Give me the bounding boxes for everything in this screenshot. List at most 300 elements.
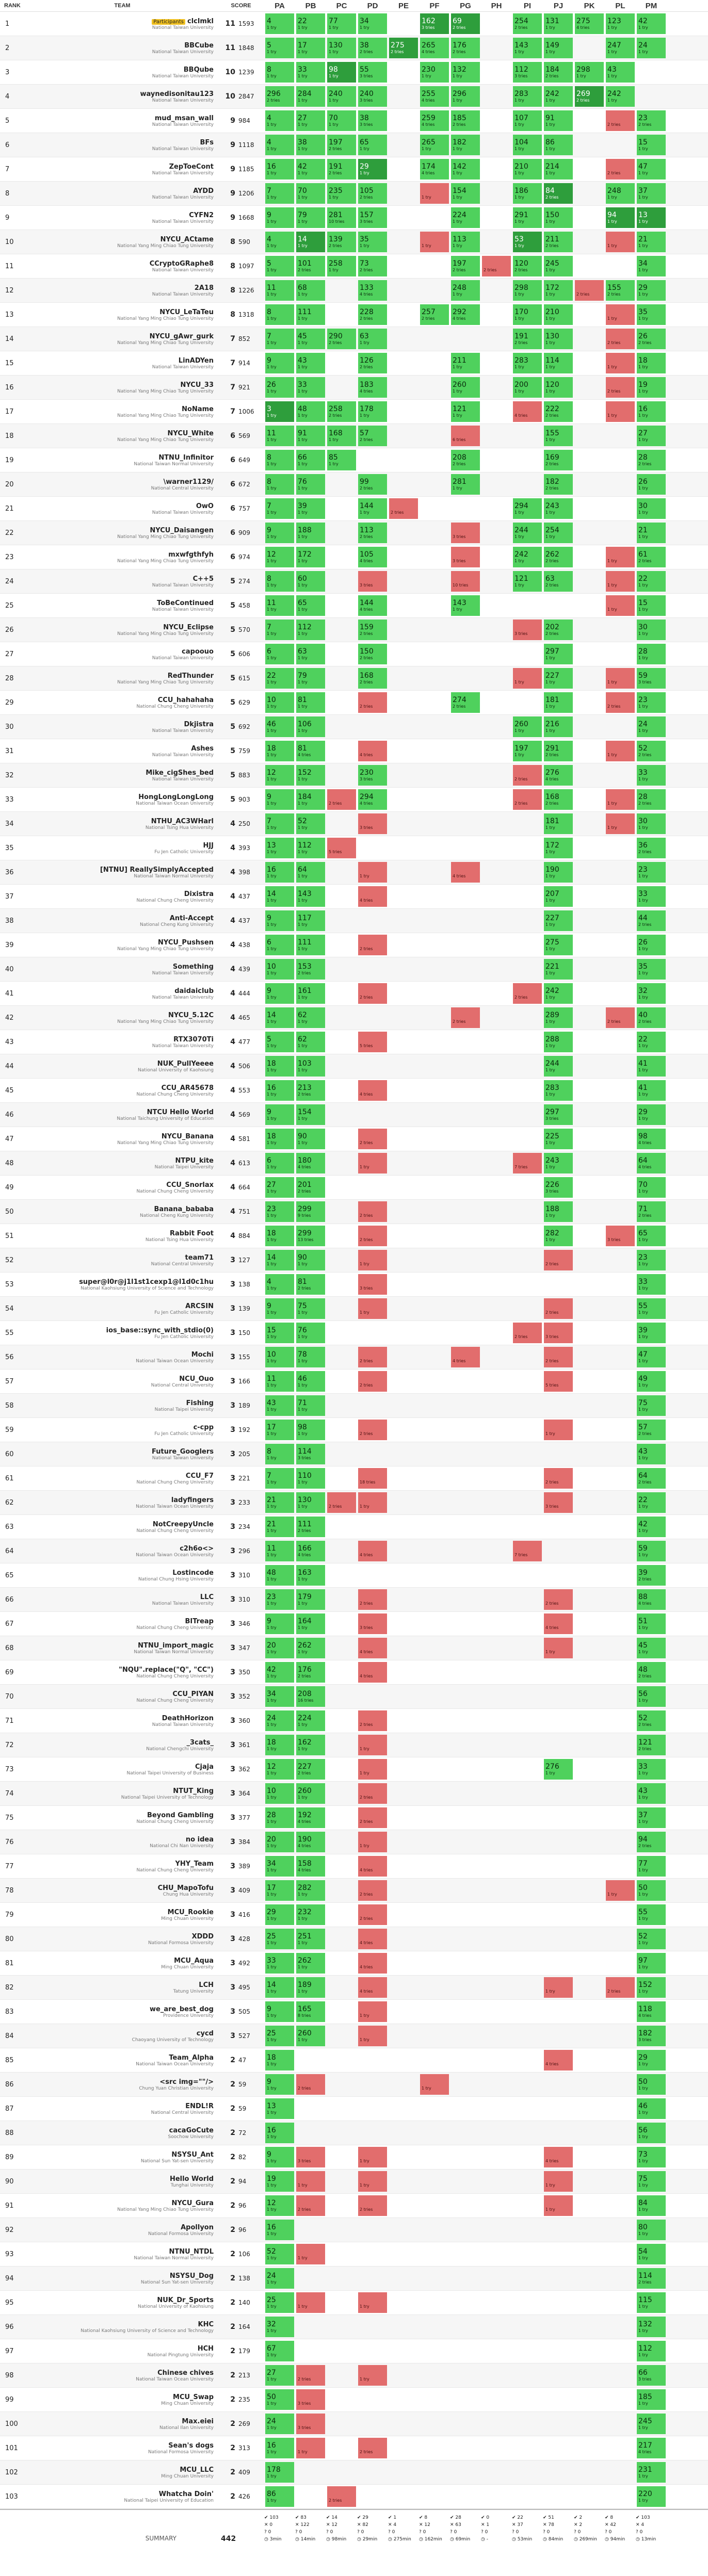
- problem-cell-pi[interactable]: [512, 351, 543, 375]
- problem-cell-pm[interactable]: [636, 1976, 667, 1999]
- problem-cell-pb[interactable]: [295, 1030, 326, 1054]
- problem-cell-pd[interactable]: [357, 36, 388, 60]
- problem-cell-pa[interactable]: [264, 2000, 295, 2024]
- team-cell[interactable]: [27, 691, 218, 714]
- problem-cell-pb[interactable]: [295, 2194, 326, 2218]
- problem-cell-pm[interactable]: [636, 1345, 667, 1369]
- problem-cell-pm[interactable]: [636, 230, 667, 254]
- problem-header-pb[interactable]: PB: [305, 1, 316, 10]
- table-row[interactable]: [0, 2436, 708, 2460]
- problem-cell-pb[interactable]: [295, 1854, 326, 1878]
- problem-cell-pj[interactable]: [543, 909, 574, 933]
- problem-cell-pd[interactable]: [357, 1418, 388, 1442]
- table-row[interactable]: [0, 60, 708, 85]
- problem-cell-pl[interactable]: [605, 1224, 636, 1248]
- problem-cell-pa[interactable]: [264, 2121, 295, 2145]
- problem-cell-pm[interactable]: [636, 1612, 667, 1636]
- problem-cell-pk[interactable]: [574, 85, 605, 108]
- problem-cell-pa[interactable]: [264, 885, 295, 908]
- problem-cell-pm[interactable]: [636, 2242, 667, 2266]
- problem-cell-pg[interactable]: [450, 569, 481, 593]
- table-row[interactable]: [0, 1806, 708, 1830]
- team-cell[interactable]: [27, 2048, 218, 2072]
- team-cell[interactable]: [27, 909, 218, 933]
- problem-cell-pf[interactable]: [419, 230, 450, 254]
- problem-cell-pa[interactable]: [264, 2048, 295, 2072]
- table-row[interactable]: [0, 109, 708, 133]
- table-row[interactable]: [0, 303, 708, 327]
- problem-cell-pd[interactable]: [357, 1079, 388, 1102]
- team-cell[interactable]: [27, 182, 218, 205]
- problem-cell-pg[interactable]: [450, 157, 481, 181]
- problem-cell-pj[interactable]: [543, 1297, 574, 1320]
- problem-cell-pa[interactable]: [264, 2460, 295, 2484]
- problem-cell-pi[interactable]: [512, 303, 543, 327]
- table-row[interactable]: [0, 666, 708, 691]
- problem-cell-pb[interactable]: [295, 1394, 326, 1417]
- team-cell[interactable]: [27, 763, 218, 787]
- problem-cell-pj[interactable]: [543, 666, 574, 690]
- table-row[interactable]: [0, 1369, 708, 1394]
- problem-cell-pa[interactable]: [264, 2339, 295, 2363]
- problem-cell-pd[interactable]: [357, 860, 388, 884]
- problem-cell-pm[interactable]: [636, 1782, 667, 1805]
- problem-cell-pm[interactable]: [636, 327, 667, 351]
- problem-cell-pm[interactable]: [636, 1830, 667, 1854]
- problem-cell-pm[interactable]: [636, 2000, 667, 2024]
- problem-cell-pb[interactable]: [295, 2170, 326, 2193]
- table-row[interactable]: [0, 424, 708, 448]
- problem-cell-pl[interactable]: [605, 545, 636, 569]
- problem-cell-pa[interactable]: [264, 739, 295, 763]
- problem-cell-pj[interactable]: [543, 400, 574, 423]
- team-cell[interactable]: [27, 1757, 218, 1781]
- problem-cell-pd[interactable]: [357, 254, 388, 278]
- problem-cell-pb[interactable]: [295, 1273, 326, 1296]
- problem-cell-pj[interactable]: [543, 1176, 574, 1199]
- problem-cell-pm[interactable]: [636, 521, 667, 545]
- team-cell[interactable]: [27, 1685, 218, 1708]
- problem-cell-pg[interactable]: [450, 60, 481, 84]
- problem-cell-pl[interactable]: [605, 279, 636, 302]
- team-cell[interactable]: [27, 1224, 218, 1248]
- problem-cell-pj[interactable]: [543, 2145, 574, 2169]
- problem-cell-pj[interactable]: [543, 763, 574, 787]
- team-cell[interactable]: [27, 1563, 218, 1587]
- problem-cell-pg[interactable]: [450, 109, 481, 133]
- problem-cell-pg[interactable]: [450, 36, 481, 60]
- problem-cell-pb[interactable]: [295, 1685, 326, 1708]
- problem-cell-pm[interactable]: [636, 109, 667, 133]
- problem-cell-pb[interactable]: [295, 1733, 326, 1757]
- problem-cell-pb[interactable]: [295, 594, 326, 617]
- problem-cell-pj[interactable]: [543, 85, 574, 108]
- problem-cell-pb[interactable]: [295, 1903, 326, 1927]
- problem-cell-pb[interactable]: [295, 2412, 326, 2436]
- problem-cell-pd[interactable]: [357, 691, 388, 714]
- problem-cell-pg[interactable]: [450, 860, 481, 884]
- problem-cell-pf[interactable]: [419, 133, 450, 157]
- problem-cell-pj[interactable]: [543, 1006, 574, 1030]
- table-row[interactable]: [0, 1176, 708, 1200]
- problem-cell-pd[interactable]: [357, 1976, 388, 1999]
- problem-cell-pb[interactable]: [295, 2436, 326, 2460]
- team-cell[interactable]: [27, 836, 218, 860]
- team-cell[interactable]: [27, 206, 218, 230]
- team-cell[interactable]: [27, 133, 218, 157]
- problem-cell-pm[interactable]: [636, 2412, 667, 2436]
- problem-cell-pm[interactable]: [636, 618, 667, 642]
- problem-cell-pl[interactable]: [605, 157, 636, 181]
- problem-cell-pk[interactable]: [574, 12, 605, 36]
- table-row[interactable]: [0, 497, 708, 521]
- problem-cell-pm[interactable]: [636, 1151, 667, 1175]
- problem-cell-pd[interactable]: [357, 2194, 388, 2218]
- table-row[interactable]: [0, 376, 708, 400]
- team-cell[interactable]: [27, 1782, 218, 1805]
- problem-cell-pc[interactable]: [326, 230, 357, 254]
- team-cell[interactable]: [27, 448, 218, 472]
- problem-cell-pi[interactable]: [512, 60, 543, 84]
- problem-cell-pm[interactable]: [636, 1200, 667, 1224]
- table-row[interactable]: [0, 2315, 708, 2339]
- problem-cell-pa[interactable]: [264, 1466, 295, 1490]
- table-row[interactable]: [0, 2291, 708, 2315]
- problem-cell-pl[interactable]: [605, 60, 636, 84]
- problem-cell-pj[interactable]: [543, 1321, 574, 1345]
- problem-cell-pd[interactable]: [357, 545, 388, 569]
- problem-cell-pm[interactable]: [636, 2145, 667, 2169]
- team-cell[interactable]: [27, 1879, 218, 1902]
- problem-cell-pa[interactable]: [264, 788, 295, 811]
- problem-cell-pb[interactable]: [295, 739, 326, 763]
- problem-cell-pj[interactable]: [543, 1612, 574, 1636]
- team-cell[interactable]: [27, 1369, 218, 1393]
- problem-cell-pa[interactable]: [264, 666, 295, 690]
- table-row[interactable]: [0, 2073, 708, 2097]
- problem-cell-pm[interactable]: [636, 2218, 667, 2242]
- problem-cell-pb[interactable]: [295, 1782, 326, 1805]
- problem-cell-pa[interactable]: [264, 1612, 295, 1636]
- problem-cell-pi[interactable]: [512, 400, 543, 423]
- problem-cell-pc[interactable]: [326, 2485, 357, 2508]
- problem-cell-pl[interactable]: [605, 594, 636, 617]
- table-row[interactable]: [0, 1054, 708, 1079]
- table-row[interactable]: [0, 2048, 708, 2073]
- problem-cell-pc[interactable]: [326, 424, 357, 448]
- problem-cell-pi[interactable]: [512, 12, 543, 36]
- problem-cell-pb[interactable]: [295, 1418, 326, 1442]
- problem-cell-pa[interactable]: [264, 1030, 295, 1054]
- problem-cell-pm[interactable]: [636, 1054, 667, 1078]
- problem-cell-pa[interactable]: [264, 860, 295, 884]
- problem-cell-pi[interactable]: [512, 230, 543, 254]
- problem-cell-pm[interactable]: [636, 545, 667, 569]
- problem-cell-pl[interactable]: [605, 12, 636, 36]
- table-row[interactable]: [0, 2412, 708, 2436]
- problem-cell-pa[interactable]: [264, 982, 295, 1005]
- table-row[interactable]: [0, 2024, 708, 2048]
- problem-cell-pb[interactable]: [295, 666, 326, 690]
- table-row[interactable]: [0, 1345, 708, 1369]
- problem-cell-pj[interactable]: [543, 1976, 574, 1999]
- problem-cell-pl[interactable]: [605, 739, 636, 763]
- team-cell[interactable]: [27, 2097, 218, 2121]
- problem-cell-pb[interactable]: [295, 1200, 326, 1224]
- problem-cell-pm[interactable]: [636, 157, 667, 181]
- problem-cell-pc[interactable]: [326, 836, 357, 860]
- problem-cell-pj[interactable]: [543, 1466, 574, 1490]
- problem-cell-pb[interactable]: [295, 2073, 326, 2096]
- problem-cell-pc[interactable]: [326, 157, 357, 181]
- problem-cell-pd[interactable]: [357, 206, 388, 230]
- problem-cell-pd[interactable]: [357, 739, 388, 763]
- problem-cell-pj[interactable]: [543, 497, 574, 520]
- problem-cell-ph[interactable]: [481, 254, 512, 278]
- problem-cell-pa[interactable]: [264, 1127, 295, 1151]
- table-row[interactable]: [0, 2363, 708, 2388]
- problem-cell-pc[interactable]: [326, 133, 357, 157]
- problem-cell-pc[interactable]: [326, 182, 357, 205]
- team-cell[interactable]: [27, 2170, 218, 2193]
- problem-cell-pj[interactable]: [543, 157, 574, 181]
- problem-cell-pb[interactable]: [295, 569, 326, 593]
- team-cell[interactable]: [27, 933, 218, 957]
- team-cell[interactable]: [27, 812, 218, 836]
- table-row[interactable]: [0, 2388, 708, 2412]
- problem-cell-pb[interactable]: [295, 1539, 326, 1563]
- problem-cell-pd[interactable]: [357, 788, 388, 811]
- problem-cell-pb[interactable]: [295, 1103, 326, 1127]
- table-row[interactable]: [0, 1030, 708, 1054]
- problem-cell-pb[interactable]: [295, 157, 326, 181]
- problem-cell-pm[interactable]: [636, 351, 667, 375]
- problem-cell-pm[interactable]: [636, 1248, 667, 1272]
- problem-cell-pj[interactable]: [543, 1248, 574, 1272]
- problem-cell-pm[interactable]: [636, 957, 667, 981]
- problem-cell-pb[interactable]: [295, 885, 326, 908]
- problem-cell-pa[interactable]: [264, 497, 295, 520]
- table-row[interactable]: [0, 1079, 708, 1103]
- problem-cell-pc[interactable]: [326, 85, 357, 108]
- problem-cell-pa[interactable]: [264, 376, 295, 399]
- problem-cell-pb[interactable]: [295, 1588, 326, 1611]
- problem-cell-pb[interactable]: [295, 521, 326, 545]
- problem-cell-pa[interactable]: [264, 2485, 295, 2508]
- problem-cell-pb[interactable]: [295, 1369, 326, 1393]
- table-row[interactable]: [0, 1297, 708, 1321]
- problem-cell-pj[interactable]: [543, 933, 574, 957]
- problem-cell-pd[interactable]: [357, 1782, 388, 1805]
- problem-cell-pa[interactable]: [264, 909, 295, 933]
- table-row[interactable]: [0, 400, 708, 424]
- problem-cell-pa[interactable]: [264, 618, 295, 642]
- team-cell[interactable]: [27, 2291, 218, 2314]
- problem-cell-pj[interactable]: [543, 1151, 574, 1175]
- problem-header-pj[interactable]: PJ: [553, 1, 564, 10]
- problem-cell-pj[interactable]: [543, 691, 574, 714]
- team-cell[interactable]: [27, 279, 218, 302]
- problem-cell-pd[interactable]: [357, 376, 388, 399]
- problem-cell-pb[interactable]: [295, 1636, 326, 1660]
- team-cell[interactable]: [27, 2073, 218, 2096]
- team-cell[interactable]: [27, 2363, 218, 2387]
- problem-cell-pa[interactable]: [264, 2242, 295, 2266]
- table-row[interactable]: [0, 2097, 708, 2121]
- problem-cell-pa[interactable]: [264, 715, 295, 739]
- problem-cell-pb[interactable]: [295, 1660, 326, 1684]
- problem-cell-pj[interactable]: [543, 230, 574, 254]
- problem-cell-pb[interactable]: [295, 715, 326, 739]
- problem-cell-pm[interactable]: [636, 448, 667, 472]
- problem-cell-pd[interactable]: [357, 618, 388, 642]
- problem-cell-pb[interactable]: [295, 2291, 326, 2314]
- problem-cell-pb[interactable]: [295, 109, 326, 133]
- table-row[interactable]: [0, 1636, 708, 1660]
- problem-cell-pm[interactable]: [636, 1854, 667, 1878]
- problem-cell-pm[interactable]: [636, 569, 667, 593]
- problem-cell-pa[interactable]: [264, 1903, 295, 1927]
- problem-cell-pd[interactable]: [357, 521, 388, 545]
- table-row[interactable]: [0, 1709, 708, 1733]
- problem-cell-pj[interactable]: [543, 618, 574, 642]
- problem-cell-pc[interactable]: [326, 109, 357, 133]
- problem-cell-pb[interactable]: [295, 1466, 326, 1490]
- problem-cell-pb[interactable]: [295, 618, 326, 642]
- problem-cell-pf[interactable]: [419, 109, 450, 133]
- table-row[interactable]: [0, 36, 708, 60]
- problem-cell-pi[interactable]: [512, 715, 543, 739]
- team-cell[interactable]: [27, 472, 218, 496]
- problem-cell-pg[interactable]: [450, 594, 481, 617]
- problem-cell-pd[interactable]: [357, 497, 388, 520]
- problem-cell-pd[interactable]: [357, 1612, 388, 1636]
- problem-cell-pl[interactable]: [605, 788, 636, 811]
- table-row[interactable]: [0, 763, 708, 788]
- team-cell[interactable]: [27, 1466, 218, 1490]
- problem-cell-pi[interactable]: [512, 1321, 543, 1345]
- problem-cell-pg[interactable]: [450, 182, 481, 205]
- problem-cell-pa[interactable]: [264, 1709, 295, 1733]
- problem-cell-pb[interactable]: [295, 545, 326, 569]
- problem-cell-pd[interactable]: [357, 1127, 388, 1151]
- problem-cell-pg[interactable]: [450, 1006, 481, 1030]
- problem-cell-pa[interactable]: [264, 2024, 295, 2048]
- problem-cell-pa[interactable]: [264, 60, 295, 84]
- problem-cell-pa[interactable]: [264, 1976, 295, 1999]
- problem-cell-pa[interactable]: [264, 2218, 295, 2242]
- problem-cell-pj[interactable]: [543, 1757, 574, 1781]
- table-row[interactable]: [0, 1394, 708, 1418]
- problem-cell-pa[interactable]: [264, 642, 295, 666]
- problem-cell-pd[interactable]: [357, 472, 388, 496]
- problem-cell-pm[interactable]: [636, 1394, 667, 1417]
- problem-cell-pd[interactable]: [357, 2170, 388, 2193]
- problem-cell-pd[interactable]: [357, 933, 388, 957]
- table-row[interactable]: [0, 618, 708, 642]
- problem-cell-pj[interactable]: [543, 1103, 574, 1127]
- problem-cell-pm[interactable]: [636, 1321, 667, 1345]
- problem-cell-pl[interactable]: [605, 109, 636, 133]
- problem-cell-pa[interactable]: [264, 1782, 295, 1805]
- problem-cell-pi[interactable]: [512, 85, 543, 108]
- table-row[interactable]: [0, 206, 708, 230]
- problem-cell-pd[interactable]: [357, 1151, 388, 1175]
- problem-header-pg[interactable]: PG: [460, 1, 471, 10]
- problem-cell-pm[interactable]: [636, 1563, 667, 1587]
- table-row[interactable]: [0, 1903, 708, 1927]
- problem-cell-pa[interactable]: [264, 812, 295, 836]
- problem-cell-pj[interactable]: [543, 2194, 574, 2218]
- table-row[interactable]: [0, 2145, 708, 2170]
- problem-cell-pi[interactable]: [512, 1539, 543, 1563]
- team-cell[interactable]: [27, 594, 218, 617]
- problem-cell-pa[interactable]: [264, 2145, 295, 2169]
- problem-cell-pa[interactable]: [264, 1806, 295, 1830]
- problem-cell-pi[interactable]: [512, 982, 543, 1005]
- problem-cell-pd[interactable]: [357, 885, 388, 908]
- problem-cell-pi[interactable]: [512, 157, 543, 181]
- problem-cell-pm[interactable]: [636, 933, 667, 957]
- table-row[interactable]: [0, 1515, 708, 1539]
- team-cell[interactable]: [27, 376, 218, 399]
- team-cell[interactable]: [27, 1927, 218, 1951]
- problem-cell-pm[interactable]: [636, 2097, 667, 2121]
- problem-cell-pm[interactable]: [636, 594, 667, 617]
- problem-cell-pj[interactable]: [543, 885, 574, 908]
- problem-cell-pj[interactable]: [543, 860, 574, 884]
- problem-cell-pj[interactable]: [543, 569, 574, 593]
- problem-cell-pj[interactable]: [543, 36, 574, 60]
- problem-cell-pl[interactable]: [605, 666, 636, 690]
- problem-cell-pa[interactable]: [264, 254, 295, 278]
- team-cell[interactable]: [27, 739, 218, 763]
- table-row[interactable]: [0, 1442, 708, 1466]
- problem-cell-pj[interactable]: [543, 2048, 574, 2072]
- team-cell[interactable]: [27, 2024, 218, 2048]
- problem-cell-pa[interactable]: [264, 594, 295, 617]
- problem-cell-pm[interactable]: [636, 2073, 667, 2096]
- problem-cell-pj[interactable]: [543, 1127, 574, 1151]
- table-row[interactable]: [0, 351, 708, 376]
- table-row[interactable]: [0, 2218, 708, 2242]
- problem-cell-pc[interactable]: [326, 254, 357, 278]
- problem-cell-pd[interactable]: [357, 1636, 388, 1660]
- team-cell[interactable]: [27, 1636, 218, 1660]
- team-cell[interactable]: [27, 1951, 218, 1975]
- problem-cell-pi[interactable]: [512, 279, 543, 302]
- problem-cell-pm[interactable]: [636, 1879, 667, 1902]
- problem-cell-pl[interactable]: [605, 1976, 636, 1999]
- problem-cell-pd[interactable]: [357, 1927, 388, 1951]
- team-cell[interactable]: [27, 1321, 218, 1345]
- problem-cell-pa[interactable]: [264, 2388, 295, 2411]
- problem-cell-pb[interactable]: [295, 1927, 326, 1951]
- problem-cell-pb[interactable]: [295, 642, 326, 666]
- team-cell[interactable]: [27, 2000, 218, 2024]
- problem-cell-pa[interactable]: [264, 1588, 295, 1611]
- problem-cell-pg[interactable]: [450, 448, 481, 472]
- problem-cell-pd[interactable]: [357, 2024, 388, 2048]
- table-row[interactable]: [0, 1757, 708, 1782]
- problem-cell-pd[interactable]: [357, 1733, 388, 1757]
- problem-cell-pa[interactable]: [264, 109, 295, 133]
- problem-cell-pb[interactable]: [295, 279, 326, 302]
- table-row[interactable]: [0, 1685, 708, 1709]
- table-row[interactable]: [0, 885, 708, 909]
- team-cell[interactable]: [27, 497, 218, 520]
- problem-cell-pd[interactable]: [357, 1297, 388, 1320]
